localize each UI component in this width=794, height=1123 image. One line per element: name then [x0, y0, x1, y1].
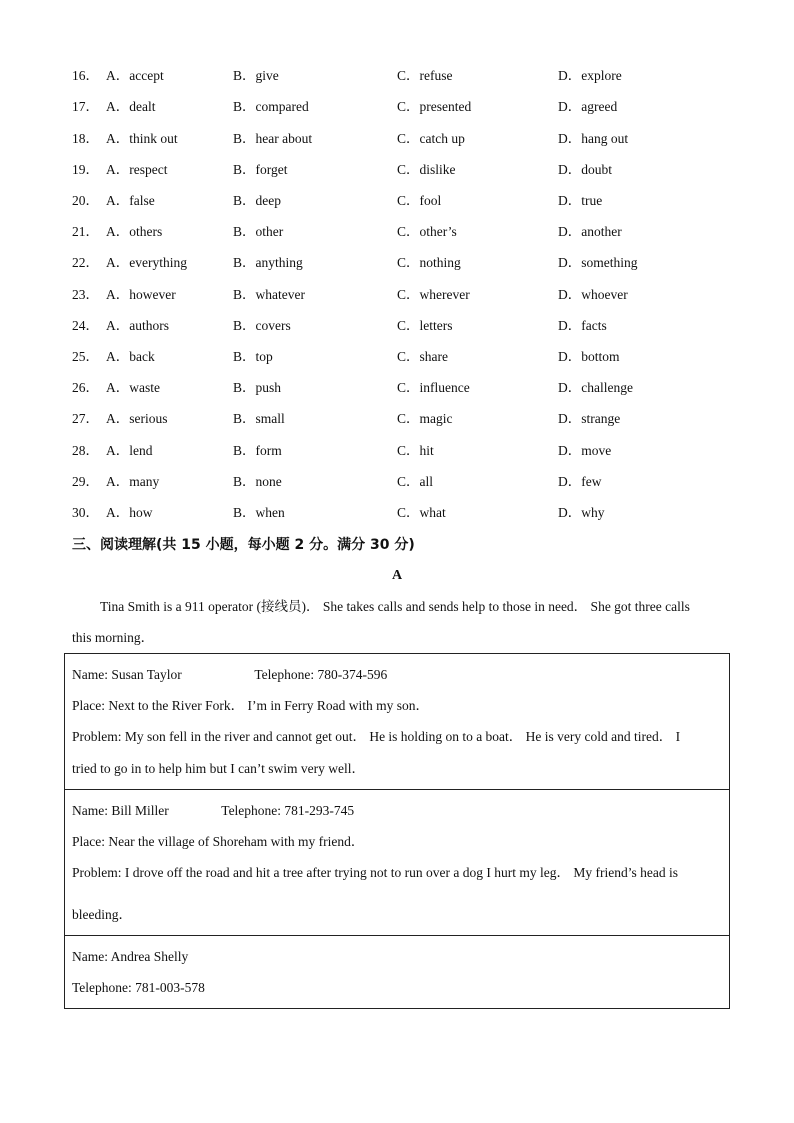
- option-d: D．agreed: [558, 99, 618, 114]
- question-number: 28．: [72, 443, 99, 458]
- option-c: C．wherever: [397, 287, 470, 302]
- option-b: B．forget: [233, 162, 288, 177]
- option-a: A．respect: [106, 162, 168, 177]
- question-row-21: [72, 222, 732, 242]
- option-d: D．another: [558, 224, 622, 239]
- question-number: 23．: [72, 287, 99, 302]
- call1-name-row: [72, 665, 387, 685]
- option-d: D．challenge: [558, 380, 633, 395]
- passage-label: A: [391, 568, 403, 583]
- question-number: 21．: [72, 224, 99, 239]
- call1-telephone: Telephone: 780-374-596: [254, 667, 388, 682]
- option-b: B．give: [233, 68, 279, 83]
- option-c: C．influence: [397, 380, 470, 395]
- call1-problem-line2: tried to go in to help him but I can’t swim very well．: [72, 761, 365, 776]
- question-number: 29．: [72, 474, 99, 489]
- question-number: 16．: [72, 68, 99, 83]
- question-row-22: [72, 253, 732, 273]
- question-number: 24．: [72, 318, 99, 333]
- option-b: B．anything: [233, 255, 303, 270]
- option-c: C．nothing: [397, 255, 461, 270]
- option-a: A．waste: [106, 380, 160, 395]
- option-c: C．fool: [397, 193, 442, 208]
- option-d: D．whoever: [558, 287, 628, 302]
- option-a: A．serious: [106, 411, 168, 426]
- option-c: C．other’s: [397, 224, 457, 239]
- option-b: B．none: [233, 474, 282, 489]
- option-a: A．dealt: [106, 99, 156, 114]
- option-b: B．compared: [233, 99, 309, 114]
- call1-name: Name: Susan Taylor: [72, 667, 182, 682]
- option-d: D．facts: [558, 318, 607, 333]
- question-row-16: [72, 66, 732, 86]
- option-a: A．others: [106, 224, 163, 239]
- question-row-19: [72, 160, 732, 180]
- option-b: B．covers: [233, 318, 291, 333]
- option-d: D．strange: [558, 411, 621, 426]
- question-row-27: [72, 409, 732, 429]
- option-d: D．doubt: [558, 162, 612, 177]
- option-a: A．lend: [106, 443, 153, 458]
- call2-problem-line2: bleeding．: [72, 907, 132, 922]
- option-b: B．small: [233, 411, 285, 426]
- question-row-29: [72, 472, 732, 492]
- option-c: C．hit: [397, 443, 434, 458]
- question-number: 26．: [72, 380, 99, 395]
- option-d: D．why: [558, 505, 605, 520]
- option-a: A．however: [106, 287, 176, 302]
- question-number: 19．: [72, 162, 99, 177]
- call2-name-row: [72, 801, 354, 821]
- option-b: B．hear about: [233, 131, 313, 146]
- intro-line-2: this morning．: [72, 630, 155, 645]
- option-c: C．all: [397, 474, 433, 489]
- call1-problem-line1: Problem: My son fell in the river and cannot get out． He is holding on to a boat． He is very cold and tired． I: [72, 729, 681, 744]
- question-number: 17．: [72, 99, 99, 114]
- question-row-26: [72, 378, 732, 398]
- option-d: D．something: [558, 255, 638, 270]
- option-a: A．accept: [106, 68, 164, 83]
- row-divider-2: [65, 935, 729, 936]
- option-c: C．magic: [397, 411, 453, 426]
- question-number: 22．: [72, 255, 99, 270]
- call3-name: Name: Andrea Shelly: [72, 949, 189, 964]
- section-heading: 三、阅读理解(共 15 小题，每小题 2 分。满分 30 分): [72, 537, 415, 553]
- option-c: C．presented: [397, 99, 472, 114]
- row-divider-1: [65, 789, 729, 790]
- option-d: D．hang out: [558, 131, 629, 146]
- option-b: B．deep: [233, 193, 281, 208]
- option-c: C．what: [397, 505, 446, 520]
- question-number: 27．: [72, 411, 99, 426]
- option-a: A．think out: [106, 131, 178, 146]
- question-row-17: [72, 97, 732, 117]
- question-number: 18．: [72, 131, 99, 146]
- option-b: B．other: [233, 224, 284, 239]
- option-b: B．top: [233, 349, 273, 364]
- calls-table: [64, 653, 730, 1009]
- question-row-18: [72, 129, 732, 149]
- option-d: D．bottom: [558, 349, 620, 364]
- option-c: C．refuse: [397, 68, 453, 83]
- option-d: D．true: [558, 193, 603, 208]
- question-row-24: [72, 316, 732, 336]
- option-a: A．everything: [106, 255, 187, 270]
- option-b: B．form: [233, 443, 282, 458]
- option-a: A．many: [106, 474, 160, 489]
- option-c: C．share: [397, 349, 448, 364]
- option-a: A．false: [106, 193, 155, 208]
- call2-problem-line1: Problem: I drove off the road and hit a tree after trying not to run over a dog I hurt my leg． My friend’s head is: [72, 865, 678, 880]
- question-number: 30．: [72, 505, 99, 520]
- call2-telephone: Telephone: 781-293-745: [221, 803, 355, 818]
- option-d: D．move: [558, 443, 612, 458]
- intro-line-1: Tina Smith is a 911 operator (接线员)． She takes calls and sends help to those in need． She got three calls: [100, 599, 690, 614]
- question-row-30: [72, 503, 732, 523]
- question-row-28: [72, 441, 732, 461]
- call3-telephone: Telephone: 781-003-578: [72, 980, 205, 995]
- option-c: C．letters: [397, 318, 453, 333]
- call1-place: Place: Next to the River Fork． I’m in Ferry Road with my son．: [72, 698, 429, 713]
- option-a: A．how: [106, 505, 153, 520]
- option-c: C．catch up: [397, 131, 465, 146]
- option-a: A．authors: [106, 318, 169, 333]
- option-c: C．dislike: [397, 162, 456, 177]
- question-number: 25．: [72, 349, 99, 364]
- question-number: 20．: [72, 193, 99, 208]
- call2-place: Place: Near the village of Shoreham with my friend．: [72, 834, 365, 849]
- option-b: B．push: [233, 380, 282, 395]
- call2-name: Name: Bill Miller: [72, 803, 169, 818]
- option-b: B．when: [233, 505, 285, 520]
- option-b: B．whatever: [233, 287, 305, 302]
- question-row-23: [72, 285, 732, 305]
- question-row-25: [72, 347, 732, 367]
- option-a: A．back: [106, 349, 155, 364]
- option-d: D．few: [558, 474, 602, 489]
- question-row-20: [72, 191, 732, 211]
- option-d: D．explore: [558, 68, 622, 83]
